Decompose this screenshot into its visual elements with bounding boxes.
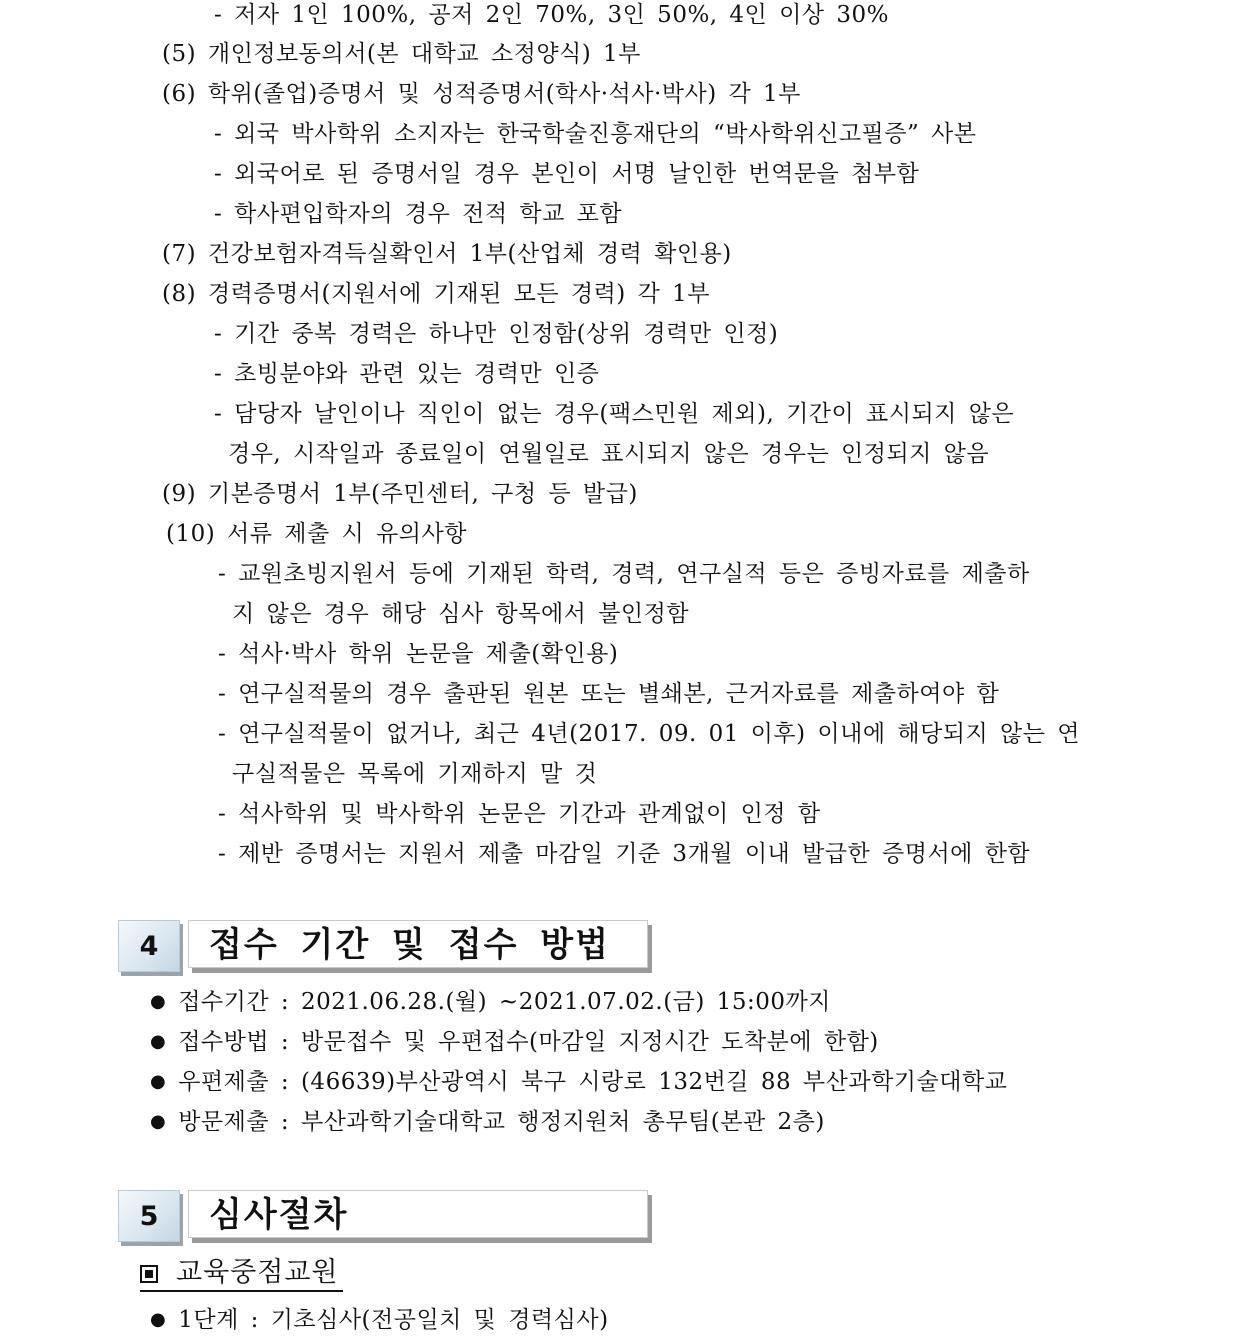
list-item-text: 방문제출 : 부산과학기술대학교 행정지원처 총무팀(본관 2층) (178, 1109, 825, 1135)
bullet-icon: ● (150, 1071, 167, 1092)
requirement-line: - 연구실적물의 경우 출판된 원본 또는 별쇄본, 근거자료를 제출하여야 함 (218, 681, 1000, 707)
list-item-text: 1단계 : 기초심사(전공일치 및 경력심사) (178, 1307, 609, 1333)
requirement-line: - 학사편입학자의 경우 전적 학교 포함 (214, 201, 623, 227)
requirement-line: - 교원초빙지원서 등에 기재된 학력, 경력, 연구실적 등은 증빙자료를 제출하 (218, 561, 1030, 587)
requirement-line: - 외국어로 된 증명서일 경우 본인이 서명 날인한 번역문을 첨부함 (214, 161, 920, 187)
requirement-line: 지 않은 경우 해당 심사 항목에서 불인정함 (232, 601, 690, 627)
list-item-text: 접수방법 : 방문접수 및 우편접수(마감일 지정시간 도착분에 한함) (178, 1029, 879, 1055)
list-item (150, 1107, 825, 1139)
requirement-line: - 제반 증명서는 지원서 제출 마감일 기준 3개월 이내 발급한 증명서에 한함 (218, 841, 1031, 867)
requirement-line: - 기간 중복 경력은 하나만 인정함(상위 경력만 인정) (214, 321, 779, 347)
requirement-line: - 연구실적물이 없거나, 최근 4년(2017. 09. 01 이후) 이내에 해당되지 않는 연 (218, 721, 1081, 747)
bullet-icon: ● (150, 991, 167, 1012)
requirement-line: (5) 개인정보동의서(본 대학교 소정양식) 1부 (162, 41, 641, 67)
sub-heading-text: 교육중점교원 (176, 1257, 339, 1288)
list-item-text: 우편제출 : (46639)부산광역시 북구 시랑로 132번길 88 부산과학기술대학교 (178, 1069, 1008, 1095)
list-item (150, 1027, 879, 1059)
requirement-line: - 석사학위 및 박사학위 논문은 기간과 관계없이 인정 함 (218, 801, 821, 827)
requirement-line: (7) 건강보험자격득실확인서 1부(산업체 경력 확인용) (162, 241, 732, 267)
requirement-line: (9) 기본증명서 1부(주민센터, 구청 등 발급) (162, 481, 638, 507)
requirement-line: (8) 경력증명서(지원서에 기재된 모든 경력) 각 1부 (162, 281, 710, 307)
section-number: 5 (118, 1190, 180, 1242)
section-title: 심사절차 (188, 1190, 648, 1238)
section-number: 4 (118, 920, 180, 972)
requirement-line: 경우, 시작일과 종료일이 연월일로 표시되지 않은 경우는 인정되지 않음 (228, 441, 990, 467)
requirement-line: 구실적물은 목록에 기재하지 말 것 (232, 761, 598, 787)
bullet-icon: ● (150, 1309, 167, 1330)
requirement-line: (10) 서류 제출 시 유의사항 (166, 521, 467, 547)
section-title: 접수 기간 및 접수 방법 (188, 920, 648, 968)
requirement-line: - 초빙분야와 관련 있는 경력만 인증 (214, 361, 600, 387)
list-item (150, 987, 831, 1019)
filled-square-icon (140, 1265, 158, 1283)
list-item (150, 1067, 1007, 1099)
list-item (150, 1305, 609, 1337)
requirement-line: - 저자 1인 100%, 공저 2인 70%, 3인 50%, 4인 이상 30% (214, 2, 889, 28)
requirement-line: (6) 학위(졸업)증명서 및 성적증명서(학사·석사·박사) 각 1부 (162, 81, 801, 107)
list-item-text: 접수기간 : 2021.06.28.(월) ~2021.07.02.(금) 15:00까지 (178, 989, 831, 1015)
bullet-icon: ● (150, 1111, 167, 1132)
sub-heading (140, 1256, 343, 1292)
bullet-icon: ● (150, 1031, 167, 1052)
requirement-line: - 담당자 날인이나 직인이 없는 경우(팩스민원 제외), 기간이 표시되지 않은 (214, 401, 1015, 427)
requirement-line: - 외국 박사학위 소지자는 한국학술진흥재단의 “박사학위신고필증” 사본 (214, 121, 977, 147)
requirement-line: - 석사·박사 학위 논문을 제출(확인용) (218, 641, 619, 667)
